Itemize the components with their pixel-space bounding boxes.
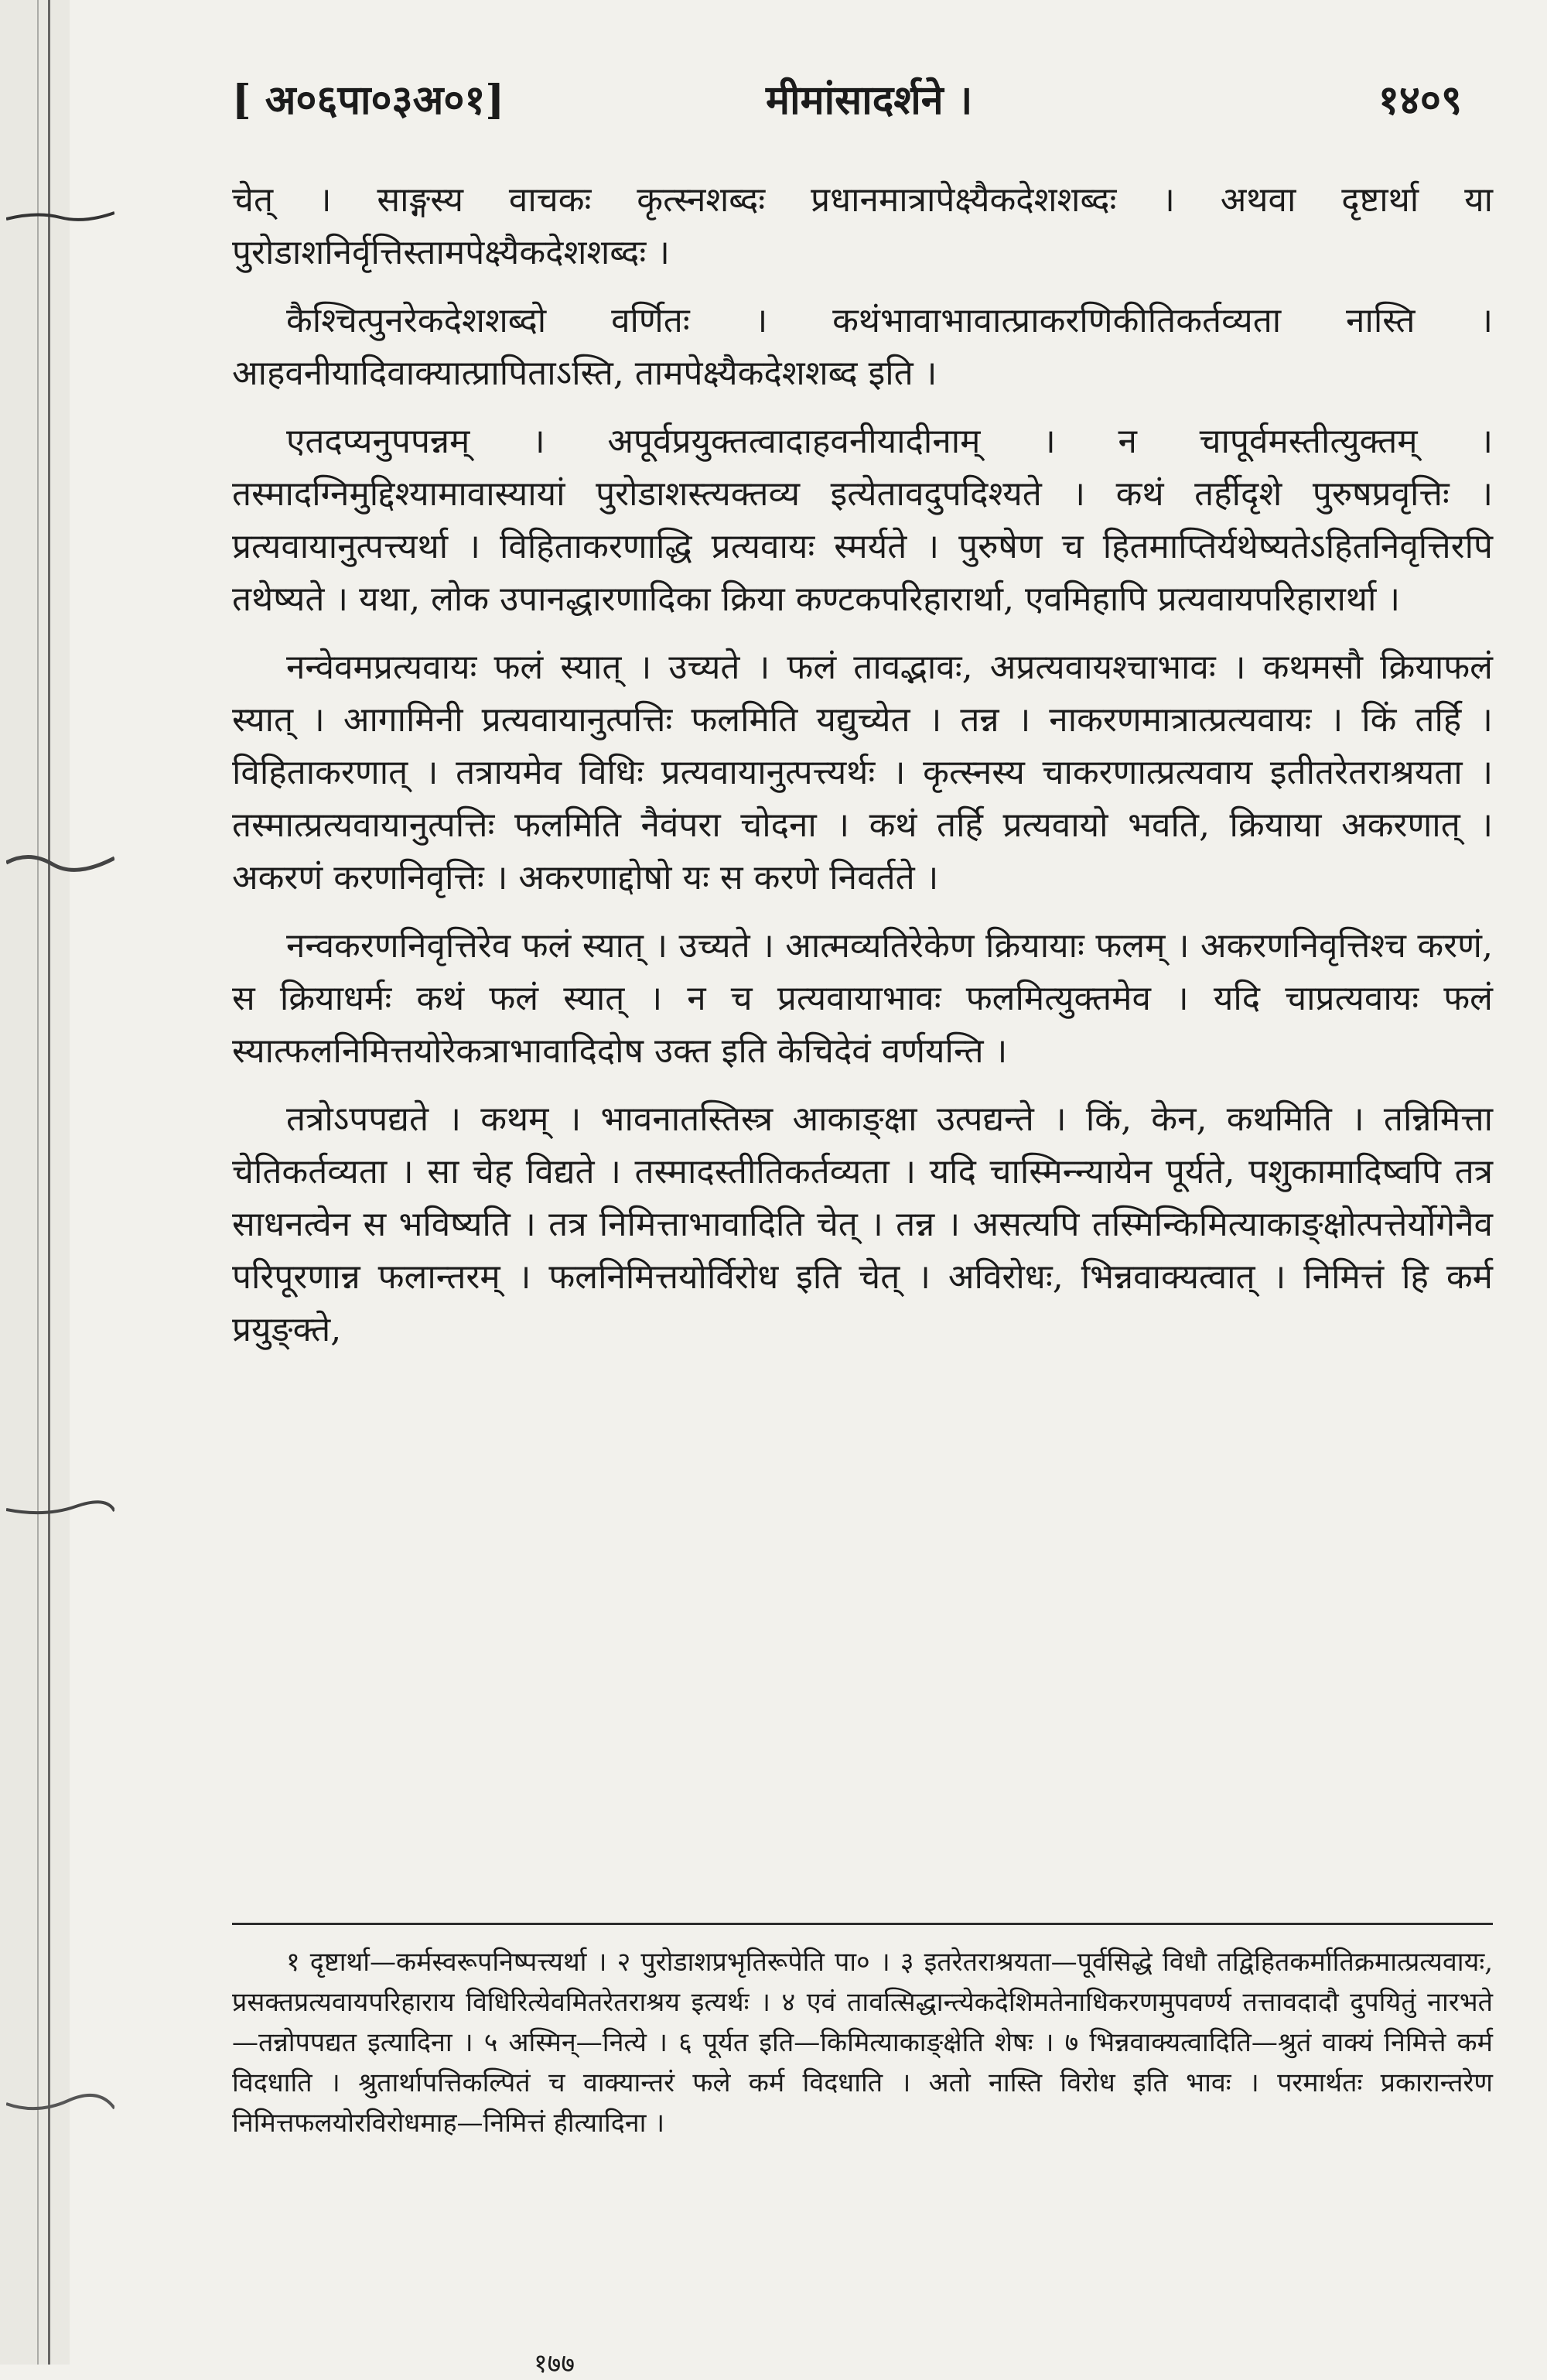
footnotes [232,1942,1493,2143]
paragraph: तत्रोऽपपद्यते । कथम् । भावनातस्तिस्त्र आकाङ्क्षा उत्पद्यन्ते । किं, केन, कथमिति । तन्निमित्ता चेतिकर्तव्यता । सा चेह विद्यते । तस्मादस्तीतिकर्तव्यता । यदि चास्मिन्न्यायेन पूर्यते, पशुकामादिष्वपि तत्र साधनत्वेन स भविष्यति । तत्र निमित्ताभावादिति चेत् । तन्न । असत्यपि तस्मिन्किमित्याकाङ्क्षोत्पत्तेर्योगेनैव परिपूरणान्न फलान्तरम् । फलनिमित्तयोर्विरोध इति चेत् । अविरोधः, भिन्नवाक्यत्वात् । निमित्तं हि कर्म प्रयुङ्क्ते, [232,1099,1493,1349]
binding-line [48,0,50,2365]
ink-smudge-3 [6,1497,114,1523]
paragraph: कैश्चित्पुनरेकदेशशब्दो वर्णितः । कथंभावाभावात्प्राकरणिकीतिकर्तव्यता नास्ति । आहवनीयादिवाक्यात्प्रापिताऽस्ति, तामपेक्ष्यैकदेशशब्द इति । [232,301,1493,393]
main-text [232,174,1493,1372]
book-page [232,54,1493,2379]
chapter-reference: [ अ०६पा०३अ०१] [232,77,505,124]
running-header [232,54,1493,139]
paragraph: नन्वेवमप्रत्यवायः फलं स्यात् । उच्यते । फलं तावद्भावः, अप्रत्यवायश्चाभावः । कथमसौ क्रियाफलं स्यात् । आगामिनी प्रत्यवायानुत्पत्तिः फलमिति यद्युच्येत । तन्न । नाकरणमात्रात्प्रत्यवायः । किं तर्हि । विहिताकरणात् । तत्रायमेव विधिः प्रत्यवायानुत्पत्त्यर्थः । कृत्स्नस्य चाकरणात्प्रत्यवाय इतीतरेतराश्रयता । तस्मात्प्रत्यवायानुत्पत्तिः फलमिति नैवंपरा चोदना । कथं तर्हि प्रत्यवायो भवति, क्रियाया अकरणात् । अकरणं करणनिवृत्तिः । अकरणाद्दोषो यः स करणे निवर्तते । [232,648,1493,898]
ink-smudge-2 [6,847,114,874]
page-number: १४०९ [1378,77,1462,124]
binding-shadow [37,0,39,2365]
paragraph: चेत् । साङ्गस्य वाचकः कृत्स्नशब्दः प्रधानमात्रापेक्ष्यैकदेशशब्दः । अथवा दृष्टार्था या पुरोडाशनिर्वृत्तिस्तामपेक्ष्यैकदेशशब्दः । [232,180,1493,272]
paragraph: नन्वकरणनिवृत्तिरेव फलं स्यात् । उच्यते । आत्मव्यतिरेकेण क्रियायाः फलम् । अकरणनिवृत्तिश्च करणं, स क्रियाधर्मः कथं फलं स्यात् । न च प्रत्यवायाभावः फलमित्युक्तमेव । यदि चाप्रत्यवायः फलं स्यात्फलनिमित्तयोरेकत्राभावादिदोष उक्त इति केचिदेवं वर्णयन्ति । [232,926,1493,1071]
ink-smudge-4 [6,2093,114,2119]
footnote-divider [232,1923,1493,1925]
book-title: मीमांसादर्शने । [766,77,973,124]
scan-margin [0,0,70,2365]
signature-mark: १७७ [534,2348,575,2379]
paragraph: एतदप्यनुपपन्नम् । अपूर्वप्रयुक्तत्वादाहवनीयादीनाम् । न चापूर्वमस्तीत्युक्तम् । तस्मादग्निमुद्दिश्यामावास्यायां पुरोडाशस्त्यक्तव्य इत्येतावदुपदिश्यते । कथं तर्हीदृशे पुरुषप्रवृत्तिः । प्रत्यवायानुत्पत्त्यर्था । विहिताकरणाद्धि प्रत्यवायः स्मर्यते । पुरुषेण च हितमाप्तिर्यथेष्यतेऽहितनिवृत्तिरपि तथेष्यते । यथा, लोक उपानद्धारणादिका क्रिया कण्टकपरिहारार्था, एवमिहापि प्रत्यवायपरिहारार्था । [232,422,1493,619]
footnote-block: १ दृष्टार्था—कर्मस्वरूपनिष्पत्त्यर्था । २ पुरोडाशप्रभृतिरूपेति पा० । ३ इतरेतराश्रयता—पूर्वसिद्धे विधौ तद्विहितकर्मातिक्रमात्प्रत्यवायः, प्रसक्तप्रत्यवायपरिहाराय विधिरित्येवमितरेतराश्रय इत्यर्थः । ४ एवं तावत्सिद्धान्त्येकदेशिमतेनाधिकरणमुपवर्ण्य तत्तावदादौ दुपयितुं नारभते—तन्नोपपद्यत इत्यादिना । ५ अस्मिन्—नित्ये । ६ पूर्यत इति—किमित्याकाङ्क्षेति शेषः । ७ भिन्नवाक्यत्वादिति—श्रुतं वाक्यं निमित्ते कर्म विदधाति । श्रुतार्थापत्तिकल्पितं च वाक्यान्तरं फले कर्म विदधाति । अतो नास्ति विरोध इति भावः । परमार्थतः प्रकारान्तरेण निमित्तफलयोरविरोधमाह—निमित्तं हीत्यादिना । [232,1947,1493,2139]
ink-smudge-1 [6,205,114,231]
